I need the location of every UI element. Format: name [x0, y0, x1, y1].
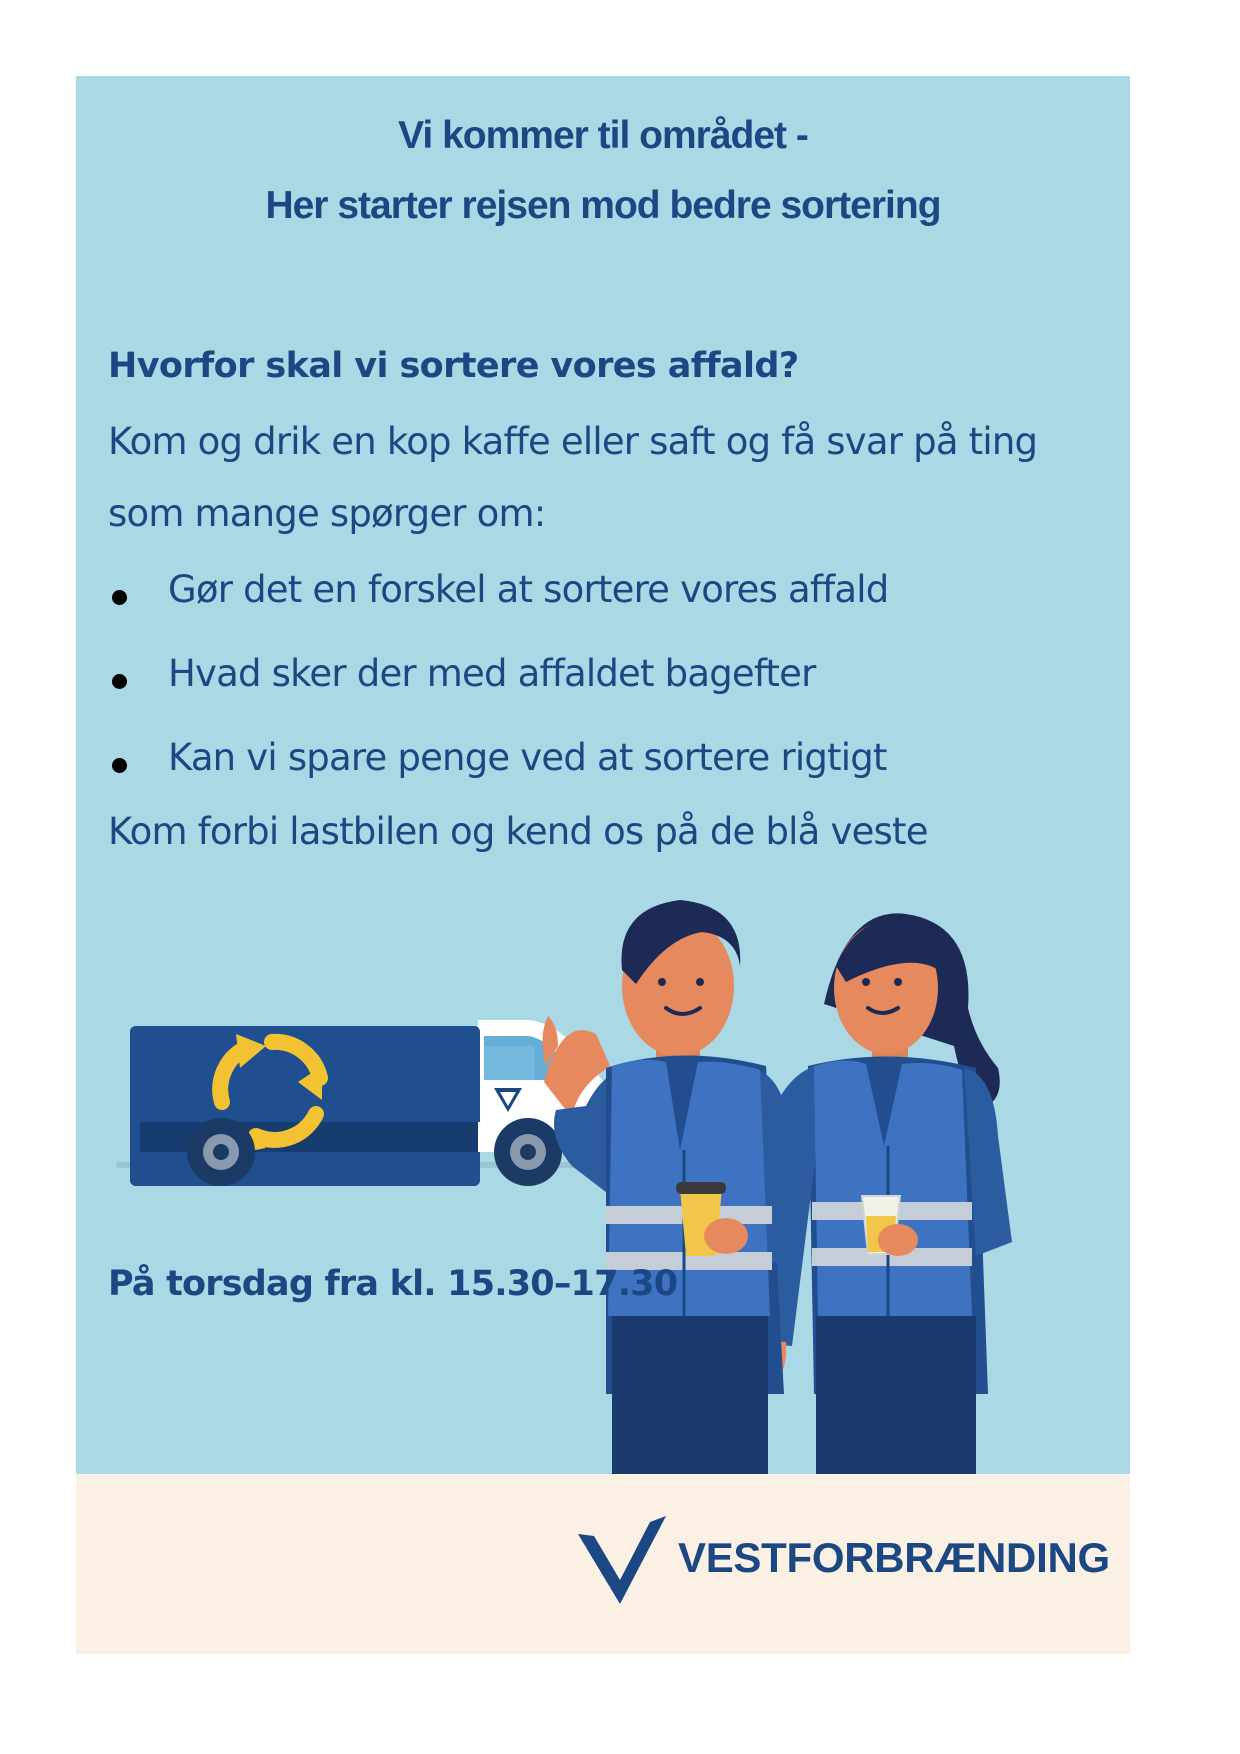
- vestforbraending-v-logo-icon: [574, 1512, 670, 1608]
- outro-text: Kom forbi lastbilen og kend os på de blå veste: [108, 810, 928, 853]
- waving-worker-with-coffee: [542, 900, 796, 1474]
- title-line-2: Her starter rejsen mod bedre sortering: [265, 184, 941, 227]
- bullet-icon: [112, 674, 127, 689]
- bullet-icon: [112, 590, 127, 605]
- poster: Vi kommer til området - Her starter rejsen mod bedre sortering Hvorfor skal vi sortere vores affald? Kom og drik en kop kaffe eller saft og få svar på ting som mange spørger om: Gør det en forskel at sortere vores affald Hvad sker der med affaldet bagefter Kan vi spare penge ved at sortere rigtigt Kom forbi lastbilen og kend os på de blå veste På torsdag fra kl. 15.30–17.30 VESTFORBRÆNDING: [76, 76, 1130, 1654]
- intro-line-2: som mange spørger om:: [108, 492, 546, 535]
- question-heading: Hvorfor skal vi sortere vores affald?: [108, 346, 799, 386]
- worker-with-juice: [764, 913, 1012, 1474]
- footer: [76, 1474, 1130, 1654]
- brand-name: VESTFORBRÆNDING: [678, 1534, 1110, 1581]
- title-line-1: Vi kommer til området -: [398, 114, 808, 157]
- bullet-icon: [112, 758, 127, 773]
- event-time: På torsdag fra kl. 15.30–17.30: [108, 1264, 678, 1304]
- intro-line-1: Kom og drik en kop kaffe eller saft og få svar på ting: [108, 420, 1038, 463]
- illustration: [76, 896, 1130, 1474]
